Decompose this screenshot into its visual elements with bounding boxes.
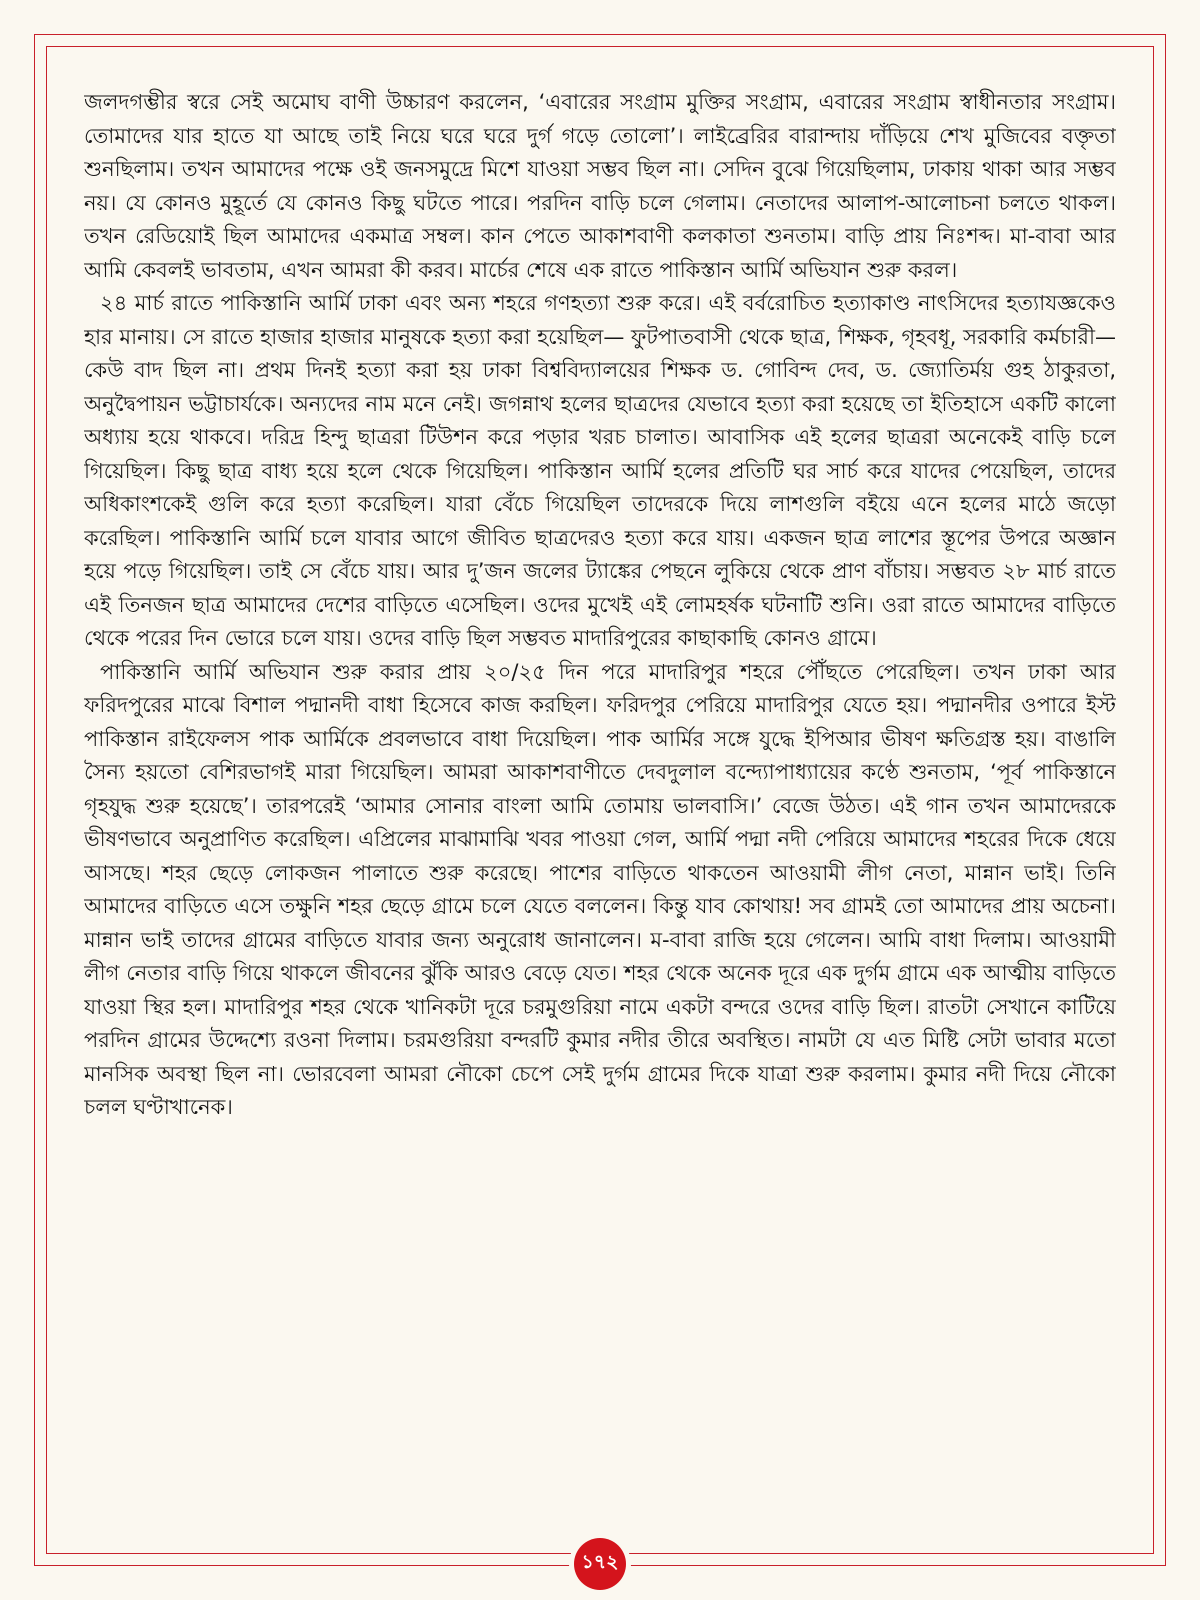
paragraph-1: জলদগম্ভীর স্বরে সেই অমোঘ বাণী উচ্চারণ করলেন, ‘এবারের সংগ্রাম মুক্তির সংগ্রাম, এবারের সংগ্রাম স্বাধীনতার সংগ্রাম। তোমাদের যার হাতে যা আছে তাই নিয়ে ঘরে ঘরে দুর্গ গড়ে তোলো’। লাইব্রেরির বারান্দায় দাঁড়িয়ে শেখ মুজিবের বক্তৃতা শুনছিলাম। তখন আমাদের পক্ষে ওই জনসমুদ্রে মিশে যাওয়া সম্ভব ছিল না। সেদিন বুঝে গিয়েছিলাম, ঢাকায় থাকা আর সম্ভব নয়। যে কোনও মুহূর্তে যে কোনও কিছু ঘটতে পারে। পরদিন বাড়ি চলে গেলাম। নেতাদের আলাপ-আলোচনা চলতে থাকল। তখন রেডিয়োই ছিল আমাদের একমাত্র সম্বল। কান পেতে আকাশবাণী কলকাতা শুনতাম। বাড়ি প্রায় নিঃশব্দ। মা-বাবা আর আমি কেবলই ভাবতাম, এখন আমরা কী করব। মার্চের শেষে এক রাতে পাকিস্তান আর্মি অভিযান শুরু করল।	[84, 90, 1116, 282]
page-number-container	[0, 1538, 1200, 1594]
paragraph-3: পাকিস্তানি আর্মি অভিযান শুরু করার প্রায় ২০/২৫ দিন পরে মাদারিপুর শহরে পৌঁছতে পেরেছিল। তখন ঢাকা আর ফরিদপুরের মাঝে বিশাল পদ্মানদী বাধা হিসেবে কাজ করছিল। ফরিদপুর পেরিয়ে মাদারিপুর যেতে হয়। পদ্মানদীর ওপারে ইস্ট পাকিস্তান রাইফেলস পাক আর্মিকে প্রবলভাবে বাধা দিয়েছিল। পাক আর্মির সঙ্গে যুদ্ধে ইপিআর ভীষণ ক্ষতিগ্রস্ত হয়। বাঙালি সৈন্য হয়তো বেশিরভাগই মারা গিয়েছিল। আমরা আকাশবাণীতে দেবদুলাল বন্দ্যোপাধ্যায়ের কণ্ঠে শুনতাম, ‘পূর্ব পাকিস্তানে গৃহযুদ্ধ শুরু হয়েছে’। তারপরেই ‘আমার সোনার বাংলা আমি তোমায় ভালবাসি।’ বেজে উঠত। এই গান তখন আমাদেরকে ভীষণভাবে অনুপ্রাণিত করেছিল। এপ্রিলের মাঝামাঝি খবর পাওয়া গেল, আর্মি পদ্মা নদী পেরিয়ে আমাদের শহরের দিকে ধেয়ে আসছে। শহর ছেড়ে লোকজন পালাতে শুরু করেছে। পাশের বাড়িতে থাকতেন আওয়ামী লীগ নেতা, মান্নান ভাই। তিনি আমাদের বাড়িতে এসে তক্ষুনি শহর ছেড়ে গ্রামে চলে যেতে বললেন। কিন্তু যাব কোথায়! সব গ্রামই তো আমাদের প্রায় অচেনা। মান্নান ভাই তাদের গ্রামের বাড়িতে যাবার জন্য অনুরোধ জানালেন। ম-বাবা রাজি হয়ে গেলেন। আমি বাধা দিলাম। আওয়ামী লীগ নেতার বাড়ি গিয়ে থাকলে জীবনের ঝুঁকি আরও বেড়ে যেত। শহর থেকে অনেক দূরে এক দুর্গম গ্রামে এক আত্মীয় বাড়িতে যাওয়া স্থির হল। মাদারিপুর শহর থেকে খানিকটা দূরে চরমুগুরিয়া নামে একটা বন্দরে ওদের বাড়ি ছিল। রাতটা সেখানে কাটিয়ে পরদিন গ্রামের উদ্দেশ্যে রওনা দিলাম। চরমগুরিয়া বন্দরটি কুমার নদীর তীরে অবস্থিত। নামটা যে এত মিষ্টি সেটা ভাবার মতো মানসিক অবস্থা ছিল না। ভোরবেলা আমরা নৌকো চেপে সেই দুর্গম গ্রামের দিকে যাত্রা শুরু করলাম। কুমার নদী দিয়ে নৌকো চলল ঘণ্টাখানেক।	[84, 659, 1116, 1119]
paragraph-2: ২৪ মার্চ রাতে পাকিস্তানি আর্মি ঢাকা এবং অন্য শহরে গণহত্যা শুরু করে। এই বর্বরোচিত হত্যাকাণ্ড নাৎসিদের হত্যাযজ্ঞকেও হার মানায়। সে রাতে হাজার হাজার মানুষকে হত্যা করা হয়েছিল— ফুটপাতবাসী থেকে ছাত্র, শিক্ষক, গৃহবধূ, সরকারি কর্মচারী—কেউ বাদ ছিল না। প্রথম দিনই হত্যা করা হয় ঢাকা বিশ্ববিদ্যালয়ের শিক্ষক ড. গোবিন্দ দেব, ড. জ্যোতির্ময় গুহ ঠাকুরতা, অনুদ্বৈপায়ন ভট্টাচার্যকে। অন্যদের নাম মনে নেই। জগন্নাথ হলের ছাত্রদের যেভাবে হত্যা করা হয়েছে তা ইতিহাসে একটি কালো অধ্যায় হয়ে থাকবে। দরিদ্র হিন্দু ছাত্ররা টিউশন করে পড়ার খরচ চালাত। আবাসিক এই হলের ছাত্ররা অনেকেই বাড়ি চলে গিয়েছিল। কিছু ছাত্র বাধ্য হয়ে হলে থেকে গিয়েছিল। পাকিস্তান আর্মি হলের প্রতিটি ঘর সার্চ করে যাদের পেয়েছিল, তাদের অধিকাংশকেই গুলি করে হত্যা করেছিল। যারা বেঁচে গিয়েছিল তাদেরকে দিয়ে লাশগুলি বইয়ে এনে হলের মাঠে জড়ো করেছিল। পাকিস্তানি আর্মি চলে যাবার আগে জীবিত ছাত্রদেরও হত্যা করে যায়। একজন ছাত্র লাশের স্তূপের উপরে অজ্ঞান হয়ে পড়ে গিয়েছিল। তাই সে বেঁচে যায়। আর দু’জন জলের ট্যাঙ্কের পেছনে লুকিয়ে থেকে প্রাণ বাঁচায়। সম্ভবত ২৮ মার্চ রাতে এই তিনজন ছাত্র আমাদের দেশের বাড়িতে এসেছিল। ওদের মুখেই এই লোমহর্ষক ঘটনাটি শুনি। ওরা রাতে আমাদের বাড়িতে থেকে পরের দিন ভোরে চলে যায়। ওদের বাড়ি ছিল সম্ভবত মাদারিপুরের কাছাকাছি কোনও গ্রামে।	[84, 291, 1116, 650]
body-text	[84, 86, 1116, 1506]
page-number: ১৭২	[574, 1538, 626, 1590]
